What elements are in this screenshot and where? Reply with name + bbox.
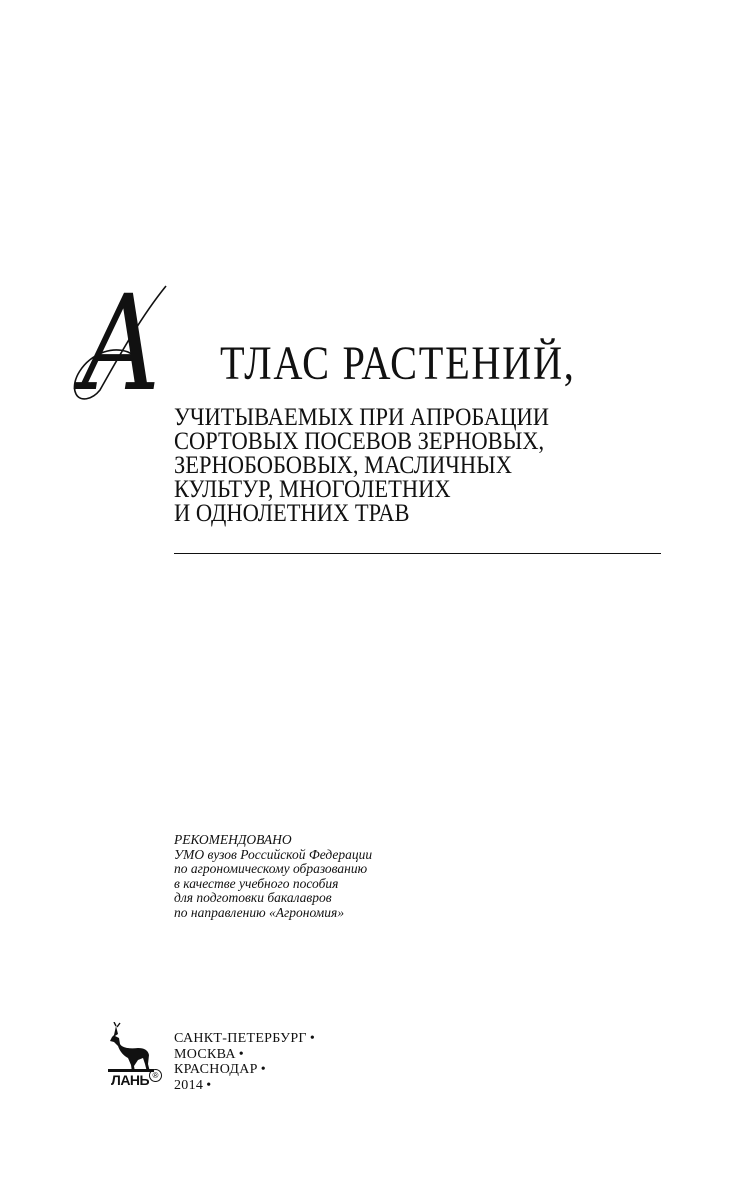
registered-mark: ®	[149, 1069, 162, 1082]
imprint-city	[174, 1062, 315, 1078]
recommendation-line: УМО вузов Российской Федерации	[174, 846, 373, 862]
logo-wordmark: ЛАНЬ	[111, 1072, 150, 1088]
imprint-block	[174, 1031, 315, 1093]
subtitle-line: СОРТОВЫХ ПОСЕВОВ ЗЕРНОВЫХ,	[174, 428, 545, 455]
imprint-year-value: 2014	[174, 1077, 204, 1093]
subtitle-line: ЗЕРНОБОБОВЫХ, МАСЛИЧНЫХ	[174, 452, 513, 479]
recommendation-line: в качестве учебного пособия	[174, 875, 339, 891]
imprint-city-name: МОСКВА	[174, 1046, 236, 1062]
imprint-year	[174, 1078, 315, 1094]
imprint-city-name: САНКТ-ПЕТЕРБУРГ	[174, 1031, 307, 1046]
imprint-separator: •	[206, 1077, 212, 1093]
subtitle-line: КУЛЬТУР, МНОГОЛЕТНИХ	[174, 476, 451, 503]
deer-icon	[108, 1022, 156, 1074]
title-divider	[174, 553, 661, 554]
title-initial-letter: А	[80, 267, 162, 421]
publisher-logo	[108, 1022, 164, 1092]
recommendation-line: по агрономическому образованию	[174, 861, 368, 877]
subtitle-line: УЧИТЫВАЕМЫХ ПРИ АПРОБАЦИИ	[174, 404, 550, 431]
imprint-separator: •	[238, 1046, 244, 1062]
subtitle-line: И ОДНОЛЕТНИХ ТРАВ	[174, 500, 410, 527]
imprint-city-name: КРАСНОДАР	[174, 1062, 258, 1077]
recommendation-line: для подготовки бакалавров	[174, 890, 332, 906]
recommendation-line: по направлению «Агрономия»	[174, 904, 345, 920]
imprint-separator: •	[309, 1031, 316, 1046]
book-subtitle	[174, 406, 642, 526]
title-text: ТЛАС РАСТЕНИЙ,	[220, 337, 576, 390]
recommendation-block	[174, 833, 372, 921]
imprint-city	[174, 1047, 315, 1063]
imprint-separator: •	[260, 1062, 266, 1077]
imprint-city	[174, 1031, 315, 1047]
recommendation-heading: РЕКОМЕНДОВАНО	[174, 832, 292, 847]
